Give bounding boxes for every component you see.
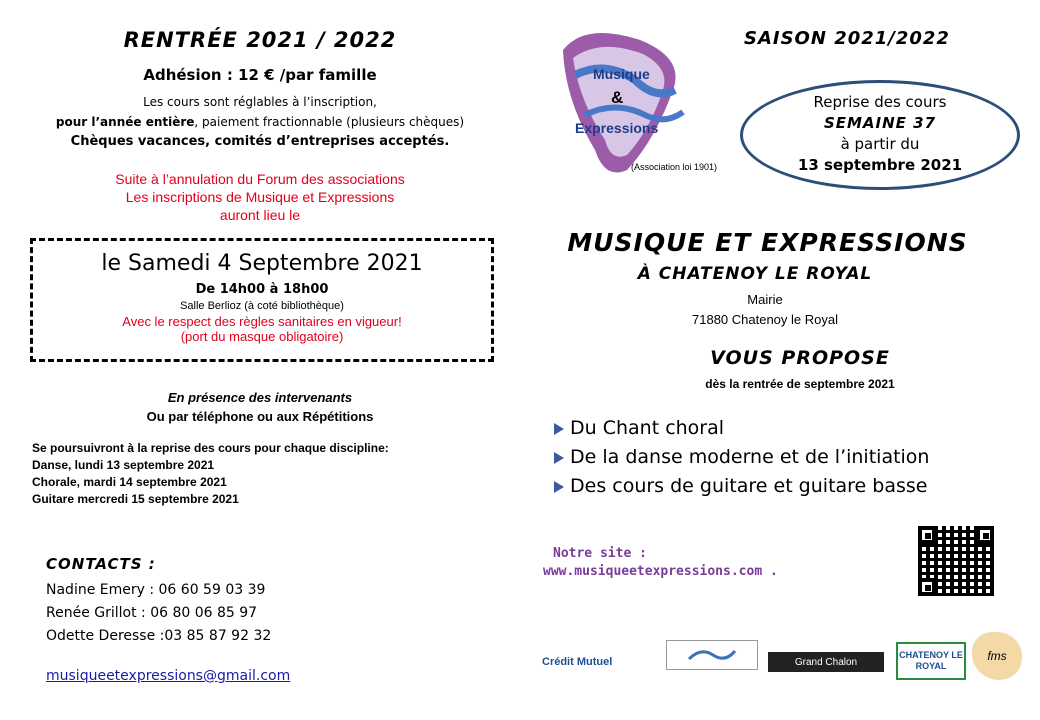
contacts-list bbox=[46, 579, 271, 648]
payment-line-2-rest: , paiement fractionnable (plusieurs chèques) bbox=[194, 115, 465, 129]
grand-chalon-logo: Grand Chalon bbox=[768, 652, 884, 672]
phone-text: Ou par téléphone ou aux Répétitions bbox=[146, 409, 374, 424]
offer-label: De la danse moderne et de l’initiation bbox=[570, 446, 930, 468]
oval-line-3: à partir du bbox=[840, 135, 920, 153]
bullet-arrow-icon bbox=[554, 423, 564, 435]
qr-corner bbox=[918, 578, 936, 596]
adhesion-text: Adhésion : 12 € /par famille bbox=[143, 66, 377, 84]
contact-item: Nadine Emery : 06 60 59 03 39 bbox=[46, 582, 266, 598]
bullet-arrow-icon bbox=[554, 481, 564, 493]
propose-subtitle: dès la rentrée de septembre 2021 bbox=[705, 377, 895, 391]
notice-line-2: Les inscriptions de Musique et Expressions bbox=[125, 189, 395, 205]
event-hours: De 14h00 à 18h00 bbox=[195, 282, 329, 297]
oval-line-1: Reprise des cours bbox=[813, 93, 947, 111]
site-url-link[interactable]: www.musiqueetexpressions.com . bbox=[543, 564, 778, 579]
payment-line-2-bold: pour l’année entière bbox=[55, 115, 195, 129]
chalon-region-logo bbox=[666, 640, 758, 670]
event-rules-1: Avec le respect des règles sanitaires en vigueur! bbox=[122, 314, 402, 329]
resume-block bbox=[32, 440, 472, 508]
qr-corner bbox=[976, 526, 994, 544]
notice-block bbox=[40, 170, 480, 224]
season-title: SAISON 2021/2022 bbox=[744, 28, 950, 49]
offer-item bbox=[554, 472, 929, 501]
logo-line-2: Expressions bbox=[575, 120, 659, 136]
email-link[interactable]: musiqueetexpressions@gmail.com bbox=[46, 668, 291, 684]
logo-shape-icon bbox=[545, 20, 740, 180]
resume-intro: Se poursuivront à la reprise des cours pour chaque discipline: bbox=[32, 441, 389, 455]
chatenoy-logo: CHATENOY LE ROYAL bbox=[896, 642, 966, 680]
presence-text: En présence des intervenants bbox=[167, 390, 353, 405]
payment-line-2 bbox=[40, 115, 480, 129]
cheques-text: Chèques vacances, comités d’entreprises acceptés. bbox=[70, 134, 450, 149]
site-label: Notre site : bbox=[553, 546, 647, 561]
event-place: Salle Berlioz (à coté bibliothèque) bbox=[180, 300, 344, 312]
logo-amp: & bbox=[611, 88, 624, 107]
contact-item: Renée Grillot : 06 80 06 85 97 bbox=[46, 605, 258, 621]
bullet-arrow-icon bbox=[554, 452, 564, 464]
mairie-text: Mairie bbox=[747, 292, 783, 307]
event-box bbox=[30, 238, 494, 362]
contact-item: Odette Deresse :03 85 87 92 32 bbox=[46, 628, 272, 644]
resume-item: Guitare mercredi 15 septembre 2021 bbox=[32, 492, 239, 506]
logo-assoc: (Association loi 1901) bbox=[631, 162, 718, 172]
credit-mutuel-logo: Crédit Mutuel bbox=[542, 656, 613, 668]
wave-icon bbox=[687, 645, 737, 665]
qr-code-icon[interactable] bbox=[918, 526, 994, 596]
offer-item bbox=[554, 443, 929, 472]
logo bbox=[545, 20, 740, 180]
oval-line-4: 13 septembre 2021 bbox=[797, 156, 963, 174]
offer-item bbox=[554, 414, 929, 443]
payment-line-1: Les cours sont réglables à l’inscription, bbox=[143, 95, 377, 109]
resume-item: Chorale, mardi 14 septembre 2021 bbox=[32, 475, 227, 489]
org-place: À CHATENOY LE ROYAL bbox=[637, 264, 873, 284]
oval-line-2: SEMAINE 37 bbox=[823, 114, 937, 132]
notice-line-3: auront lieu le bbox=[219, 207, 301, 223]
contacts-title: CONTACTS : bbox=[46, 555, 156, 573]
logo-line-1: Musique bbox=[593, 66, 650, 82]
address-text: 71880 Chatenoy le Royal bbox=[692, 312, 838, 327]
notice-line-1: Suite à l’annulation du Forum des associations bbox=[115, 171, 405, 187]
offers-list bbox=[554, 414, 929, 501]
fms-logo: fms bbox=[972, 632, 1022, 680]
resume-item: Danse, lundi 13 septembre 2021 bbox=[32, 458, 215, 472]
event-rules-2: (port du masque obligatoire) bbox=[180, 329, 344, 344]
rentree-title: RENTRÉE 2021 / 2022 bbox=[123, 28, 397, 52]
propose-title: VOUS PROPOSE bbox=[710, 347, 890, 369]
offer-label: Des cours de guitare et guitare basse bbox=[570, 475, 928, 497]
reprise-oval bbox=[740, 80, 1020, 190]
org-title: MUSIQUE ET EXPRESSIONS bbox=[567, 228, 968, 257]
event-date: le Samedi 4 Septembre 2021 bbox=[101, 251, 423, 276]
qr-corner bbox=[918, 526, 936, 544]
offer-label: Du Chant choral bbox=[570, 417, 725, 439]
